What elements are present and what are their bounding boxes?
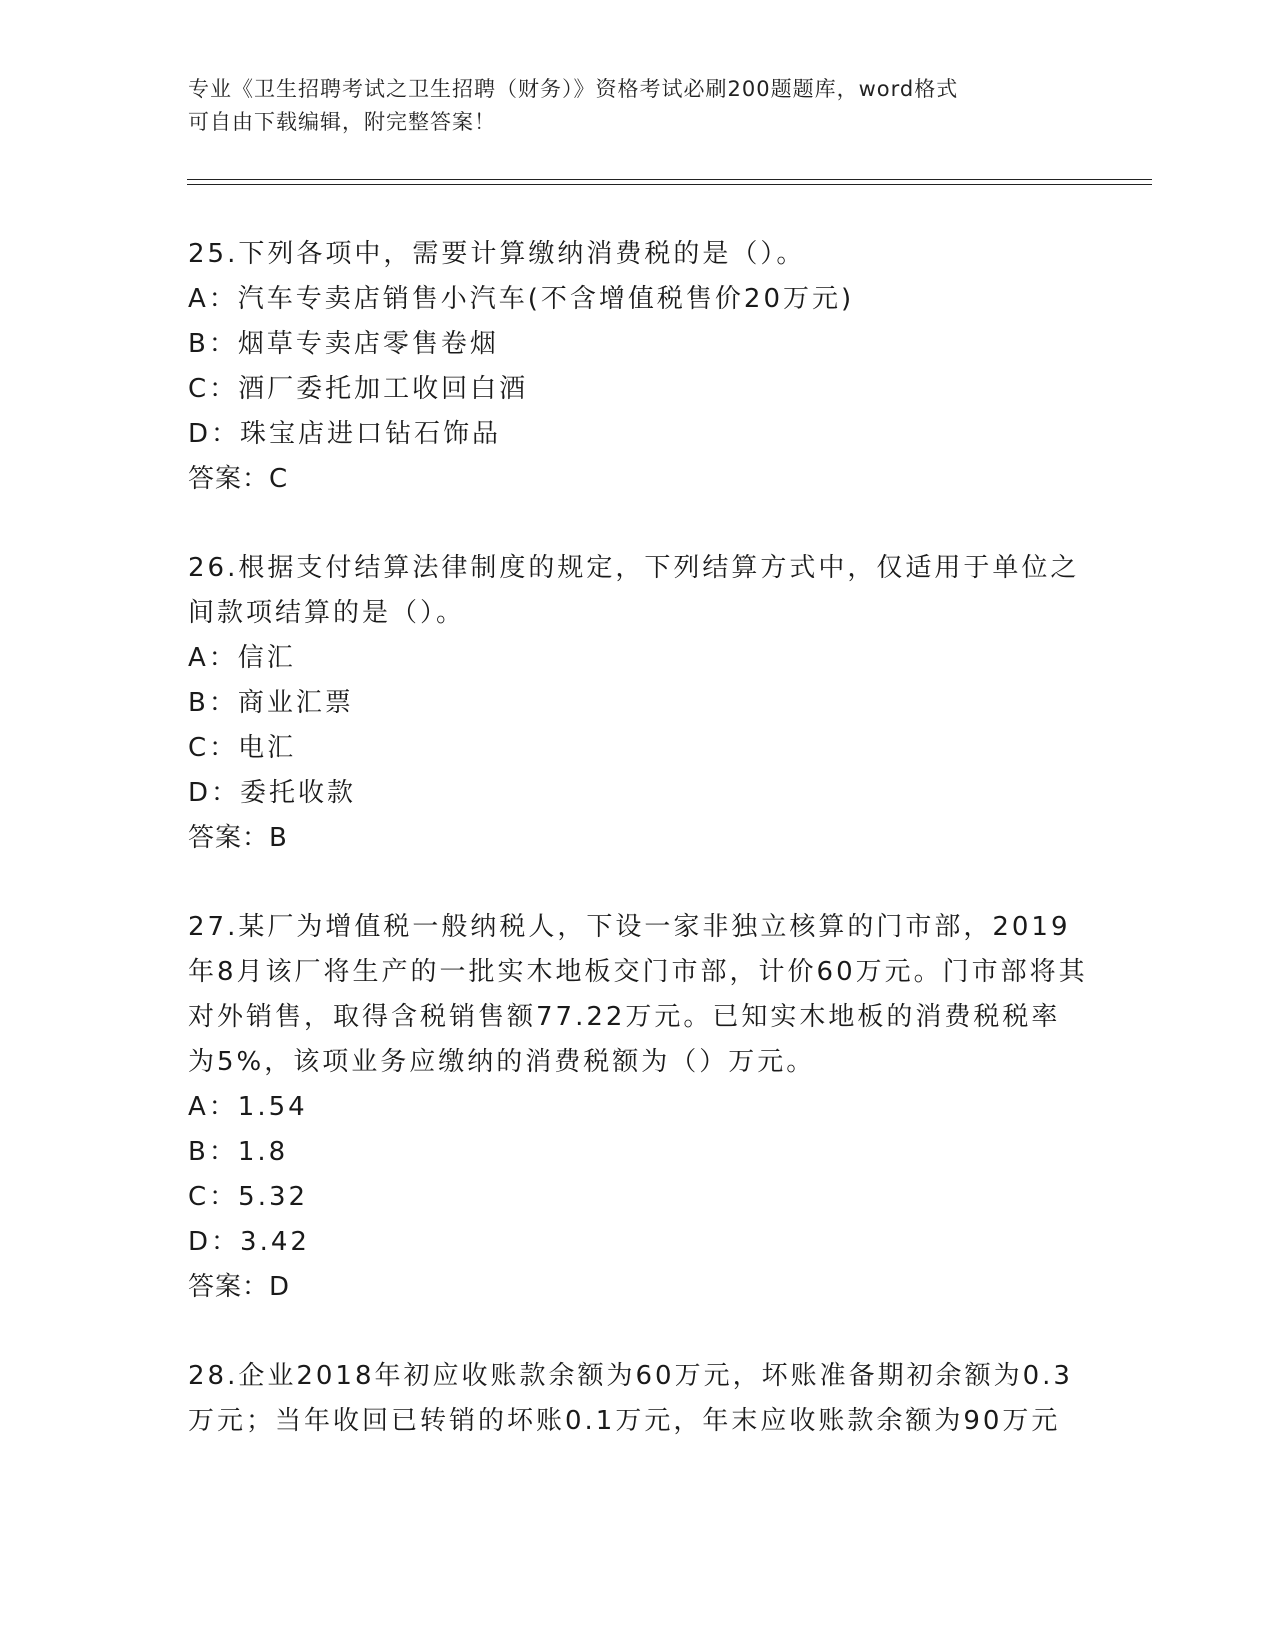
- answer-line: 答案：D: [188, 1272, 291, 1302]
- answer-line: 答案：C: [188, 464, 289, 494]
- option-c: C：酒厂委托加工收回白酒: [188, 374, 529, 404]
- header-line-1: 专业《卫生招聘考试之卫生招聘（财务）》资格考试必刷200题题库，word格式: [188, 77, 959, 101]
- question-26: [188, 546, 1088, 861]
- option-b: B：1.8: [188, 1137, 289, 1167]
- question-27: [188, 905, 1088, 1310]
- question-stem: 25.下列各项中，需要计算缴纳消费税的是（）。: [188, 239, 806, 269]
- question-stem: 27.某厂为增值税一般纳税人，下设一家非独立核算的门市部，2019年8月该厂将生产的一批实木地板交门市部，计价60万元。门市部将其对外销售，取得含税销售额77.22万元。已知实木地板的消费税税率为5%，该项业务应缴纳的消费税额为（）万元。: [188, 912, 1088, 1077]
- option-b: B：商业汇票: [188, 688, 354, 718]
- option-b: B：烟草专卖店零售卷烟: [188, 329, 499, 359]
- question-28: [188, 1354, 1088, 1444]
- header-line-2: 可自由下载编辑，附完整答案！: [188, 110, 496, 134]
- option-a: A：汽车专卖店销售小汽车(不含增值税售价20万元): [188, 284, 855, 314]
- question-stem: 26.根据支付结算法律制度的规定，下列结算方式中，仅适用于单位之间款项结算的是（）。: [188, 553, 1080, 628]
- question-list: [188, 232, 1088, 1488]
- question-25: [188, 232, 1088, 502]
- option-a: A：信汇: [188, 643, 296, 673]
- document-header: [188, 73, 1068, 139]
- header-rule-top: [187, 179, 1152, 180]
- option-d: D：3.42: [188, 1227, 310, 1257]
- option-d: D：委托收款: [188, 778, 357, 808]
- option-d: D：珠宝店进口钻石饰品: [188, 419, 502, 449]
- option-c: C：电汇: [188, 733, 297, 763]
- option-c: C：5.32: [188, 1182, 309, 1212]
- header-rule-bottom: [187, 184, 1152, 185]
- option-a: A：1.54: [188, 1092, 308, 1122]
- answer-line: 答案：B: [188, 823, 288, 853]
- question-stem: 28.企业2018年初应收账款余额为60万元，坏账准备期初余额为0.3万元；当年收回已转销的坏账0.1万元，年末应收账款余额为90万元: [188, 1361, 1073, 1436]
